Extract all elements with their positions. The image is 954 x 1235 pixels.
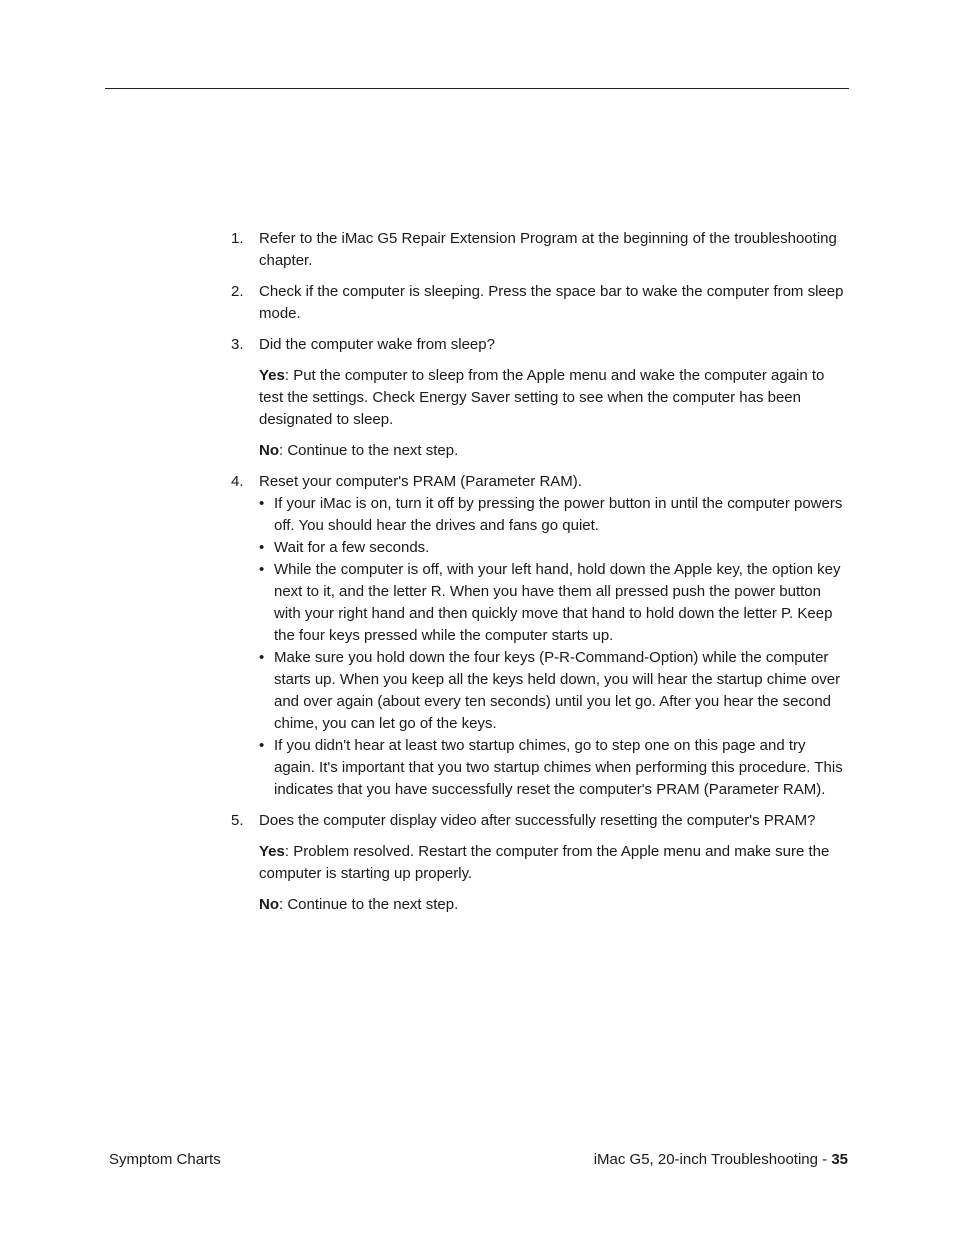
yes-text: : Problem resolved. Restart the computer from the Apple menu and make sure the computer is starting up properly. bbox=[259, 843, 830, 882]
step-text: Does the computer display video after successfully resetting the computer's PRAM? bbox=[259, 812, 816, 829]
no-label: No bbox=[259, 896, 279, 913]
bullet-icon: • bbox=[259, 649, 265, 666]
bullet-text: If you didn't hear at least two startup chimes, go to step one on this page and try again. It's important that you two startup chimes when performing this procedure. This indicates that you have successfully reset the computer's PRAM (Parameter RAM). bbox=[274, 737, 843, 798]
step-number: 5. bbox=[231, 812, 244, 829]
yes-label: Yes bbox=[259, 367, 285, 384]
step-number: 3. bbox=[231, 336, 244, 353]
yes-answer bbox=[259, 841, 849, 885]
bullet-icon: • bbox=[259, 561, 265, 578]
footer-title-text: iMac G5, 20-inch Troubleshooting - bbox=[593, 1151, 832, 1168]
bullet-text: If your iMac is on, turn it off by pressing the power button in until the computer powers off. You should hear the drives and fans go quiet. bbox=[274, 495, 843, 534]
step-5 bbox=[231, 810, 849, 916]
header-rule bbox=[105, 88, 849, 89]
no-label: No bbox=[259, 442, 279, 459]
step-1 bbox=[231, 228, 849, 272]
no-text: : Continue to the next step. bbox=[279, 442, 459, 459]
no-answer bbox=[259, 894, 849, 916]
step-text: Did the computer wake from sleep? bbox=[259, 336, 495, 353]
step-4 bbox=[231, 471, 849, 801]
step-text: Reset your computer's PRAM (Parameter RAM). bbox=[259, 473, 582, 490]
bullet-list bbox=[259, 493, 849, 801]
step-text: Refer to the iMac G5 Repair Extension Program at the beginning of the troubleshooting chapter. bbox=[259, 230, 837, 269]
bullet-icon: • bbox=[259, 737, 265, 754]
footer-doc-title bbox=[594, 1149, 848, 1171]
bullet-text: While the computer is off, with your left hand, hold down the Apple key, the option key next to it, and the letter R. When you have them all pressed push the power button with your right hand and then quickly move that hand to hold down the letter P. Keep the four keys pressed while the computer starts up. bbox=[274, 561, 841, 644]
procedure-steps bbox=[231, 228, 849, 925]
list-item bbox=[259, 493, 849, 537]
step-3 bbox=[231, 334, 849, 462]
page-number: 35 bbox=[831, 1151, 848, 1168]
no-answer bbox=[259, 440, 849, 462]
step-number: 1. bbox=[231, 230, 244, 247]
bullet-icon: • bbox=[259, 539, 265, 556]
list-item bbox=[259, 647, 849, 735]
yes-label: Yes bbox=[259, 843, 285, 860]
bullet-text: Make sure you hold down the four keys (P-R-Command-Option) while the computer starts up. When you keep all the keys held down, you will hear the startup chime over and over again (about every ten seconds) until you let go. After you hear the second chime, you can let go of the keys. bbox=[274, 649, 841, 732]
step-number: 2. bbox=[231, 283, 244, 300]
footer-section-title: Symptom Charts bbox=[109, 1151, 221, 1168]
yes-answer bbox=[259, 365, 849, 431]
no-text: : Continue to the next step. bbox=[279, 896, 459, 913]
bullet-icon: • bbox=[259, 495, 265, 512]
step-number: 4. bbox=[231, 473, 244, 490]
list-item bbox=[259, 735, 849, 801]
step-text: Check if the computer is sleeping. Press the space bar to wake the computer from sleep mode. bbox=[259, 283, 844, 322]
list-item bbox=[259, 559, 849, 647]
yes-text: : Put the computer to sleep from the Apple menu and wake the computer again to test the settings. Check Energy Saver setting to see when the computer has been designated to sleep. bbox=[259, 367, 825, 428]
list-item bbox=[259, 537, 849, 559]
bullet-text: Wait for a few seconds. bbox=[274, 539, 430, 556]
step-2 bbox=[231, 281, 849, 325]
